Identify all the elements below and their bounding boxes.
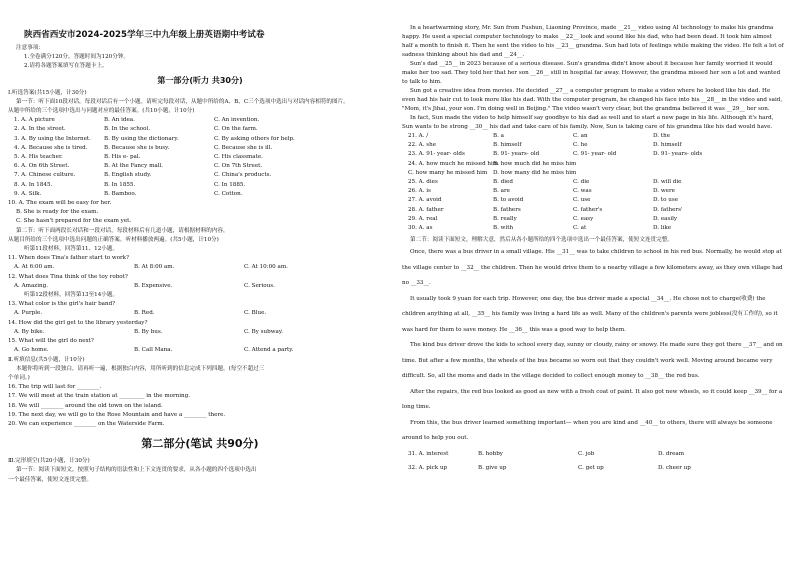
answer-option: B. really <box>493 215 517 222</box>
answer-option: B. Expensive. <box>134 282 173 289</box>
question-list <box>402 132 784 233</box>
instruction: 本题你将听到一段独白，请再听一遍，根据独白内容，用所听到的信息完成下列四题。(每空不超过三 <box>16 365 265 372</box>
options-row <box>8 162 392 171</box>
answer-option: C. father's <box>573 206 603 213</box>
question-list <box>8 116 392 199</box>
answer-option: B. By bus. <box>134 328 163 335</box>
answer-option: D. to use <box>653 197 679 204</box>
answer-option: B. a <box>493 133 505 139</box>
answer-option: C. By asking others for help. <box>214 135 295 142</box>
answer-option: B. hobby <box>478 450 503 457</box>
answer-option: B. English study. <box>104 172 152 179</box>
answer-option: B. to avoid <box>493 197 524 204</box>
note-item: 2.请将各题答案填写在答题卡上。 <box>24 63 108 70</box>
answer-option: 7. A. Chinese culture. <box>14 172 76 179</box>
instruction: 第二节：阅读下面短文，理解大意，然后从各小题所给的四个选项中选出一个最佳答案，使短文连贯完整。 <box>410 237 673 244</box>
notes-heading: 注意事项： <box>16 45 44 51</box>
options-row <box>402 160 784 169</box>
answer-option: C. was <box>573 188 592 195</box>
options-row <box>8 263 392 272</box>
options-row <box>402 447 784 461</box>
options-row <box>8 181 392 190</box>
answer-option: C. how many he missed him <box>408 169 488 176</box>
instruction: 从题中所给的三个选项中选出与问题对应的最佳答案。(共10小题，计10分) <box>8 108 195 115</box>
options-row <box>402 150 784 159</box>
answer-option: 8. A. In 1845. <box>14 181 53 188</box>
answer-option: B. 91- years- old <box>493 151 540 158</box>
question: 12. What does Tina think of the toy robot? <box>8 273 128 280</box>
options-row <box>8 125 392 134</box>
answer-option: 23. A. 91- year- olds <box>408 151 465 158</box>
fill-question: 19. The next day, we will go to the Rose Mountain and have a ________ there. <box>8 411 226 418</box>
passage-paragraph: From this, the bus driver learned something important— when you are kind and __40__ to others, there will always be someone around to help you out. <box>402 419 773 442</box>
answer-option: C. 91- year- old <box>573 151 617 158</box>
answer-option: C. At 10:00 am. <box>244 264 288 271</box>
answer-option: B. At the Fancy mall. <box>104 163 164 170</box>
options-row <box>402 141 784 150</box>
answer-option: C. at <box>573 225 587 232</box>
answer-option: C. Because she is ill. <box>214 144 273 151</box>
answer-option: B. An idea. <box>104 117 135 124</box>
answer-option: C. die <box>573 179 590 186</box>
answer-option: C. Blue. <box>244 310 267 317</box>
right-column <box>402 0 784 561</box>
instruction: 从题目所给的三个选项中选出问题的正确答案。听材料播放两遍。(共5小题，计10分) <box>8 236 219 243</box>
options-row <box>402 169 784 178</box>
options-row <box>402 196 784 205</box>
fill-question: 16. The trip will last for ________. <box>8 384 102 391</box>
options-row <box>8 346 392 355</box>
answer-option: B. She is ready for the exam. <box>16 209 99 216</box>
instruction: 第二节：听下面两段长对话和一段对话，每段材料后有几道小题，请根据材料的内容， <box>16 227 229 234</box>
options-row <box>8 282 392 291</box>
options-row <box>402 215 784 224</box>
options-row <box>402 224 784 233</box>
answer-option: C. get up <box>578 464 604 471</box>
answer-option: A. By bike. <box>14 328 45 335</box>
answer-option: B. Call Mana. <box>134 347 173 354</box>
answer-option: C. use <box>573 197 591 204</box>
answer-option: 31. A. interest <box>408 450 449 457</box>
answer-option: B. with <box>493 225 514 232</box>
answer-option: C. China's products. <box>214 172 272 179</box>
answer-option: 30. A. as <box>408 225 433 232</box>
options-row <box>8 153 392 162</box>
options-row <box>402 178 784 187</box>
answer-option: A. At 6:00 am. <box>14 264 55 271</box>
options-row <box>8 190 392 199</box>
question: 13. What color is the girl's hair band? <box>8 301 116 308</box>
answer-option: D. fathers' <box>653 206 683 213</box>
answer-option: B. In 1855. <box>104 181 136 188</box>
answer-option: D. like <box>653 225 672 232</box>
answer-option: B. By using the dictionary. <box>104 135 179 142</box>
answer-option: A. Amazing. <box>14 282 48 289</box>
options-row <box>8 116 392 125</box>
answer-option: D. the <box>653 133 671 139</box>
options-row <box>402 206 784 215</box>
exam-title: 陕西省西安市2024-2025学年三中九年级上册英语期中考试卷 <box>24 30 265 40</box>
answer-option: D. will die <box>653 179 682 186</box>
answer-option: D. 91- years- olds <box>653 151 703 158</box>
answer-option: C. he <box>573 142 588 149</box>
answer-option: 32. A. pick up <box>408 464 448 471</box>
answer-option: C. job <box>578 450 595 457</box>
listen-note: 听第12段材料，回答第13至14小题。 <box>24 292 119 299</box>
question: 11. When does Tina's father start to work? <box>8 255 130 262</box>
note-item: 1.全卷满分120分，答题时间为120分钟。 <box>24 54 130 61</box>
answer-option: B. Red. <box>134 310 155 317</box>
answer-option: C. Cotton. <box>214 190 243 197</box>
answer-option: 25. A. dies <box>408 179 438 186</box>
answer-option: B. In the school. <box>104 126 151 133</box>
options-row <box>8 144 392 153</box>
passage-paragraph: After the repairs, the red bus looked as good as new with a fresh coat of paint. It also got new wheels, so it could keep __39__ for a long time. <box>402 388 783 411</box>
question: 15. What will the girl do next? <box>8 338 94 345</box>
answer-option: 26. A. is <box>408 188 431 195</box>
instruction: 第一节：听下面10段对话，每段对话后有一个小题。请听完每段对话，从题中所给的A、B、C三个选项中选出与对话内容相符的图片。 <box>16 98 349 105</box>
answer-option: 6. A. On 6th Street. <box>14 163 70 170</box>
answer-option: A. Purple. <box>14 310 43 317</box>
answer-option: C. His classmate. <box>214 154 263 161</box>
options-row <box>8 328 392 337</box>
answer-option: 1. A. A picture <box>14 117 55 124</box>
section-title: Ⅲ.完形填空(共20小题，计30分) <box>8 458 90 465</box>
fill-question: 20. We can experience ________ on the Waterside Farm. <box>8 420 165 427</box>
section-title: Ⅱ.听填信息(共5小题，计10分) <box>8 356 85 363</box>
answer-option: 4. A. Because she is tired. <box>14 144 88 151</box>
left-column <box>8 0 392 561</box>
passage-paragraph: In fact, Sun made the video to help himself say goodbye to his dad as well and to start a new page in his life. Although it's hard, Sun wants to be strong __30__ his dad and take care of his family. Now, Sun is taking care of his grandma like his dad would have. <box>402 115 774 130</box>
passage-paragraph: Sun's dad __25__ in 2023 because of a serious disease. Sun's grandma didn't know about it because her family worried it would make her too sad. They told her that her son __26__ still in hospital far away. However, the grandma missed her son a lot and wanted to talk to him. <box>402 61 781 85</box>
options-row <box>402 461 784 475</box>
listen-note: 听第11段材料，回答第11、12小题。 <box>24 246 119 253</box>
answer-option: 5. A. His teacher. <box>14 154 63 161</box>
answer-option: B. himself <box>493 142 522 149</box>
fill-question: 17. We will meet at the train station at _________ in the morning. <box>8 393 191 400</box>
options-row <box>8 171 392 180</box>
passage-paragraph: The kind bus driver drove the kids to school every day, sunny or cloudy, rainy or snowy. He made sure they got there __37__ and on time. But after a few months, the wheels of the bus became so worn out that they couldn't work well. Moving around became very difficult. So, all the moms and dads in the village decided to collect enough money to __38__ the red bus. <box>402 342 783 380</box>
answer-option: 3. A. By using the Internet. <box>14 135 91 142</box>
answer-option: D. himself <box>653 142 682 149</box>
passage-paragraph: In a heartwarming story, Mr. Sun from Fushun, Liaoning Province, made __21__ video using AI technology to make his grandma happy. He used a special computer technology to make __22__ look and sound like his dad, who had been dead. It took him almost half a month to finish it. Then he sent the video to his __23__ grandma. Sun had lots of feelings while making the video. He felt a lot of sadness thinking about his dad and __24__. <box>402 25 784 58</box>
passage-paragraph: Sun got a creative idea from movies. He decided __27__ a computer program to make a video where he looked like his dad. He even had his hair cut to look more like his dad. With the computer program, he changed his face into his __28__ in the video and said, "Mom, it's Jihai, your son. I'm doing well in Beijing." The video wasn't very clear, but the grandma believed it was __29__ her son. <box>402 88 783 112</box>
answer-option: 28. A. father <box>408 206 444 213</box>
answer-option: D. were <box>653 188 675 195</box>
answer-option: D. easily <box>653 215 678 222</box>
options-row <box>402 187 784 196</box>
answer-option: B. give up <box>478 464 507 471</box>
options-row <box>402 132 784 141</box>
answer-option: B. died <box>493 179 513 186</box>
instruction: 一个最佳答案，使短文连贯完整。 <box>8 476 92 483</box>
instruction: 个单词。) <box>8 374 30 381</box>
answer-option: B. Because she is busy. <box>104 144 170 151</box>
answer-option: C. On the farm. <box>214 126 258 133</box>
answer-option: 29. A. real <box>408 215 438 222</box>
answer-option: C. an <box>573 133 588 139</box>
answer-option: C. She hasn't prepared for the exam yet. <box>16 218 132 225</box>
answer-option: 2. A. In the street. <box>14 126 66 133</box>
answer-option: D. how many did he miss him <box>493 169 577 176</box>
answer-option: B. His e- pal. <box>104 154 141 161</box>
answer-option: D. cheer up <box>658 464 691 471</box>
answer-option: 24. A. how much he missed him <box>408 160 499 167</box>
fill-question: 18. We will ________ around the old town on the island. <box>8 402 163 409</box>
section-title: Ⅰ.听选答案(共15小题，计30分) <box>8 89 87 96</box>
answer-option: C. By subway. <box>244 328 284 335</box>
answer-option: A. Go home. <box>14 347 49 354</box>
passage-paragraph: It usually took 9 yuan for each trip. However, one day, the bus driver made a special __34__. He chose not to charge(收费) the children anything at all, __35__ his family was living a hard life as well. Many of the children's parents were jobless(没有工作的), so it was hard for them to save money. He __36__ this was a good way to help them. <box>402 295 778 333</box>
answer-option: B. At 8:00 am. <box>134 264 175 271</box>
answer-option: B. are <box>493 188 510 195</box>
answer-option: C. On 7th Street. <box>214 163 263 170</box>
instruction: 第一节：阅读下面短文，按照句子结构的语法性和上下文连贯的要求，从各小题的四个选项中选出 <box>16 467 257 474</box>
answer-option: B. Bamboo. <box>104 190 137 197</box>
answer-option: C. Attend a party. <box>244 347 294 354</box>
options-row <box>8 309 392 318</box>
passage-paragraph: Once, there was a bus driver in a small village. His __31__ was to take children to school in his red bus. Normally, he would stop at the village center to __32__ the children. Then he would drive them to a nearby village a few kilometers away, as they own village had no __33__. <box>402 249 783 287</box>
answer-option: 27. A. avoid <box>408 197 442 204</box>
question: 14. How did the girl get to the library yesterday? <box>8 319 148 326</box>
answer-option: 9. A. Silk. <box>14 190 42 197</box>
options-row <box>8 135 392 144</box>
answer-option: D. dream <box>658 450 685 457</box>
part2-heading: 第二部分(笔试 共90分) <box>141 437 259 451</box>
answer-option: C. Serious. <box>244 282 275 289</box>
part1-heading: 第一部分(听力 共30分) <box>157 75 243 85</box>
answer-option: C. An invention. <box>214 117 260 124</box>
answer-option: 21. A. / <box>408 133 429 139</box>
answer-option: B. fathers <box>493 206 521 213</box>
question: 10. A. The exam will be easy for her. <box>8 200 112 207</box>
answer-option: 22. A. she <box>408 142 437 149</box>
answer-option: C. easy <box>573 215 594 222</box>
answer-option: B. how much did he miss him <box>493 160 577 167</box>
answer-option: C. In 1885. <box>214 181 246 188</box>
